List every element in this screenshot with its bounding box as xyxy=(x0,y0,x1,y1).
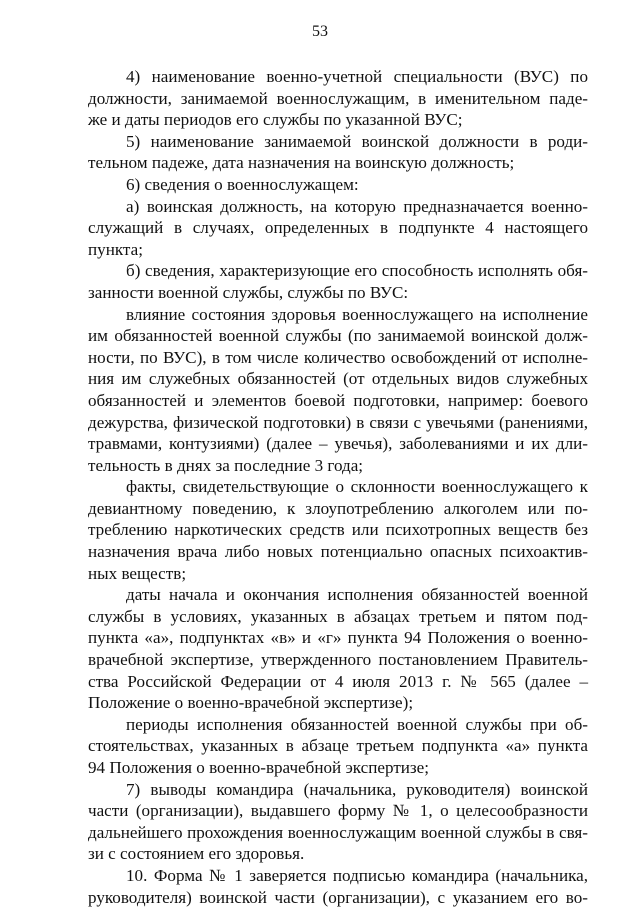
text-line: занности военной службы, службы по ВУС: xyxy=(88,282,409,302)
text-line: назначения врача либо новых потенциально опасных психоактив- xyxy=(88,542,588,562)
text-line: Положение о военно-врачебной экспертизе); xyxy=(88,693,414,713)
text-line: служащий в случаях, определенных в подпункте 4 настоящего xyxy=(88,218,588,238)
text-line: им обязанностей военной службы (по занимаемой воинской долж- xyxy=(88,326,588,346)
text-line: девиантному поведению, к злоупотреблению алкоголем или по- xyxy=(88,498,588,518)
text-line: тельность в днях за последние 3 года; xyxy=(88,455,364,475)
text-line: же и даты периодов его службы по указанной ВУС; xyxy=(88,110,463,130)
text-line: б) сведения, характеризующие его способность исполнять обя- xyxy=(126,261,588,281)
text-line: 6) сведения о военнослужащем: xyxy=(126,174,359,194)
text-line: влияние состояния здоровья военнослужащего на исполнение xyxy=(126,304,588,324)
text-line: ния им служебных обязанностей (от отдельных видов служебных xyxy=(88,369,588,389)
text-line: дежурства, физической подготовки) в связи с увечьями (ранениями, xyxy=(88,412,588,432)
text-line: 7) выводы командира (начальника, руководителя) воинской xyxy=(126,779,588,799)
text-line: обязанностей и элементов боевой подготовки, например: боевого xyxy=(88,390,588,410)
text-line: руководителя) воинской части (организации), с указанием его во- xyxy=(88,887,588,907)
text-line: ности, по ВУС), в том числе количество освобождений от исполне- xyxy=(88,347,588,367)
text-line: пункта; xyxy=(88,239,143,259)
text-line: периоды исполнения обязанностей военной службы при об- xyxy=(126,714,588,734)
text-line: дальнейшего прохождения военнослужащим военной службы в свя- xyxy=(88,822,588,842)
text-line: части (организации), выдавшего форму № 1, о целесообразности xyxy=(88,801,588,821)
text-line: ства Российской Федерации от 4 июля 2013 г. № 565 (далее – xyxy=(88,671,588,691)
document-body xyxy=(88,66,588,908)
text-line: 5) наименование занимаемой воинской должности в роди- xyxy=(126,131,588,151)
text-line: 94 Положения о военно-врачебной экспертизе; xyxy=(88,758,430,777)
text-line: 10. Форма № 1 заверяется подписью командира (начальника, xyxy=(126,865,588,885)
text-line: треблению наркотических средств или психотропных веществ без xyxy=(88,520,588,540)
text-line: тельном падеже, дата назначения на воинскую должность; xyxy=(88,153,515,173)
text-line: 4) наименование военно-учетной специальности (ВУС) по xyxy=(126,67,588,86)
text-line: пункта «а», подпунктах «в» и «г» пункта 94 Положения о военно- xyxy=(88,628,588,648)
text-line: а) воинская должность, на которую предназначается военно- xyxy=(126,196,588,216)
text-line: ных веществ; xyxy=(88,563,187,583)
page-number: 53 xyxy=(312,23,328,40)
text-line: травмами, контузиями) (далее – увечья), заболеваниями и их дли- xyxy=(88,434,588,454)
text-line: должности, занимаемой военнослужащим, в именительном паде- xyxy=(88,88,588,108)
text-line: даты начала и окончания исполнения обязанностей военной xyxy=(126,585,588,605)
text-line: стоятельствах, указанных в абзаце третьем подпункта «а» пункта xyxy=(88,736,588,756)
text-line: службы в условиях, указанных в абзацах третьем и пятом под- xyxy=(88,606,588,626)
text-line: врачебной экспертизе, утвержденного постановлением Правитель- xyxy=(88,650,588,670)
text-line: зи с состоянием его здоровья. xyxy=(88,844,305,864)
text-line: факты, свидетельствующие о склонности военнослужащего к xyxy=(126,477,588,497)
